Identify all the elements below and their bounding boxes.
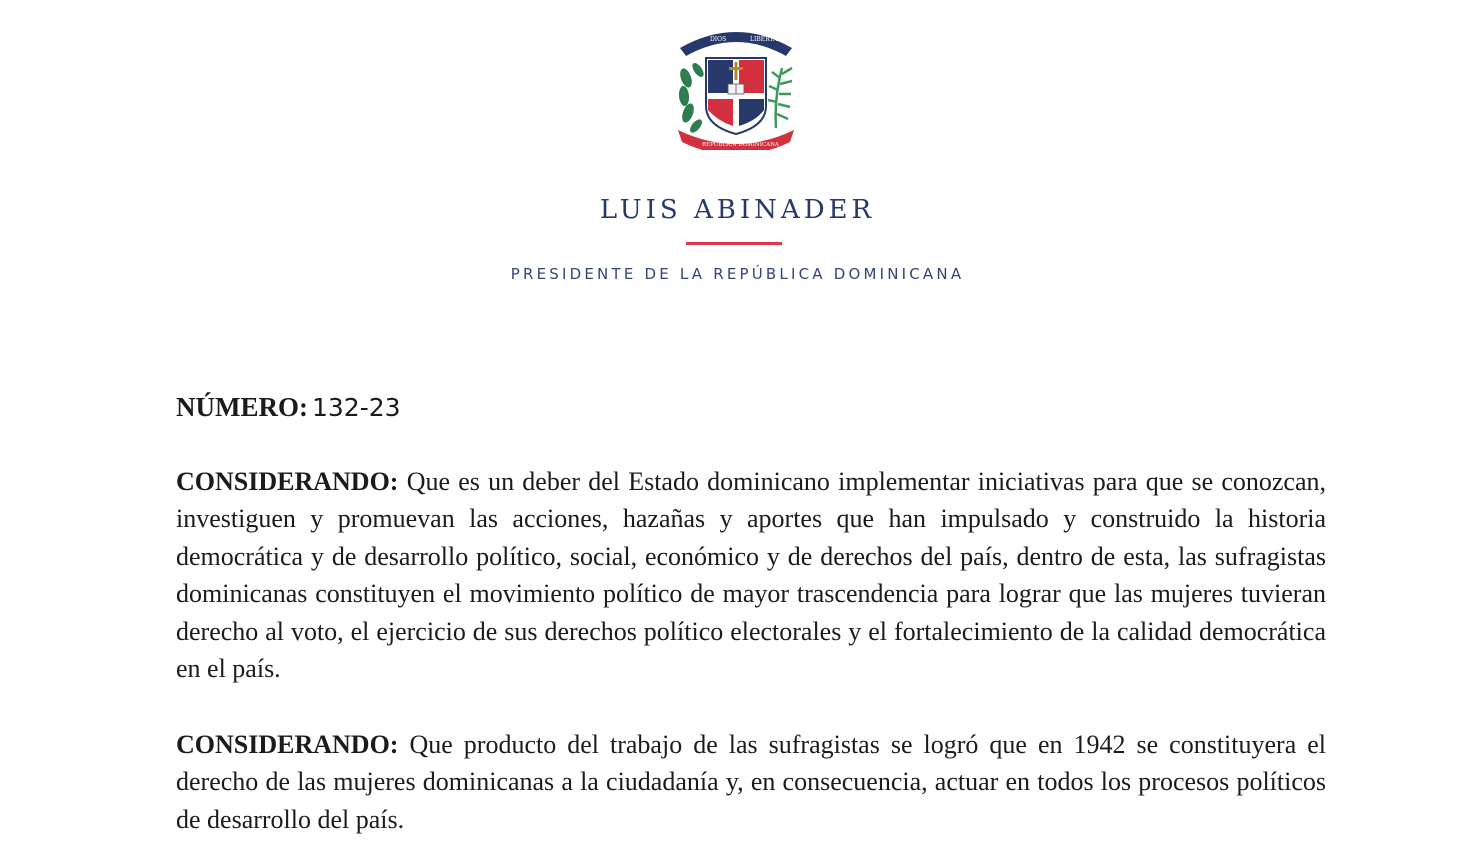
considerando-text: Que es un deber del Estado dominicano implementar iniciativas para que se conozcan, investiguen y promuevan las acciones, hazañas y aportes que han impulsado y construido la historia democrática y de desarrollo político, social, económico y de derechos del país, dentro de esta, las sufragistas dominicanas constituyen el movimiento político de mayor trascendencia para lograr que las mujeres tuvieran derecho al voto, el ejercicio de sus derechos político electorales y el fortalecimiento de la calidad democrática en el país. bbox=[176, 467, 1327, 684]
coat-of-arms-icon bbox=[670, 18, 802, 150]
president-name: LUIS ABINADER bbox=[599, 195, 876, 225]
considerando-paragraph bbox=[176, 463, 1326, 687]
president-title: PRESIDENTE DE LA REPÚBLICA DOMINICANA bbox=[510, 265, 965, 283]
decree-number bbox=[176, 390, 401, 425]
considerando-paragraph bbox=[176, 726, 1326, 838]
seal-motto-3: LIBERTAD bbox=[750, 36, 783, 43]
decree-number-value: 132-23 bbox=[311, 393, 401, 422]
considerando-text: Que producto del trabajo de las sufragistas se logró que en 1942 se constituyera el derecho de las mujeres dominicanas a la ciudadanía y, en consecuencia, actuar en todos los procesos políticos de desarrollo del país. bbox=[176, 730, 1327, 834]
considerando-label: CONSIDERANDO: bbox=[176, 730, 399, 759]
seal-motto-1: DIOS bbox=[710, 36, 727, 43]
seal-banner: REPÚBLICA DOMINICANA bbox=[702, 142, 779, 148]
seal-motto-2: PATRIA bbox=[728, 27, 751, 34]
decree-number-label: NÚMERO: bbox=[176, 392, 308, 422]
considerando-label: CONSIDERANDO: bbox=[176, 467, 399, 496]
accent-divider bbox=[686, 242, 782, 245]
